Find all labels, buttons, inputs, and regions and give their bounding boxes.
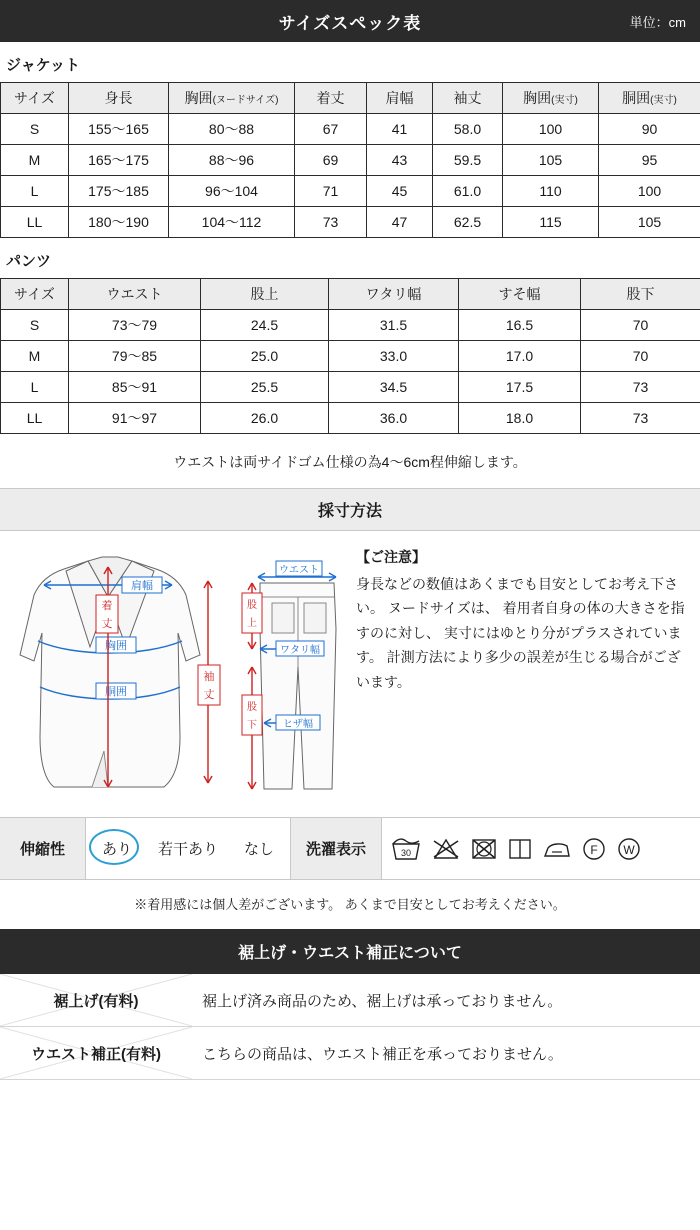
pants-waist-note: ウエストは両サイドゴム仕様の為4〜6cm程伸縮します。 xyxy=(173,454,527,470)
col-header-waist: ウエスト xyxy=(69,279,201,310)
table-header-row xyxy=(1,279,700,310)
measurement-method-body xyxy=(0,531,700,818)
cell: 47 xyxy=(367,207,433,238)
cell: 165〜175 xyxy=(69,145,169,176)
cell: 95 xyxy=(599,145,700,176)
cell: 17.0 xyxy=(459,341,581,372)
col-header-waist-actual xyxy=(599,83,700,114)
cell: 115 xyxy=(503,207,599,238)
page-title: サイズスペック表 xyxy=(278,13,422,33)
wet-clean-letter: W xyxy=(623,842,635,857)
col-header-sub: (実寸) xyxy=(551,95,578,106)
label-thigh: ワタリ幅 xyxy=(280,645,320,656)
cell: 62.5 xyxy=(433,207,503,238)
wash-temp-text: 30 xyxy=(401,847,412,858)
stretch-options xyxy=(86,818,290,879)
hem-value-waist: こちらの商品は、ウエスト補正を承っておりません。 xyxy=(202,1045,563,1063)
cell: 73 xyxy=(295,207,367,238)
table-row xyxy=(1,341,700,372)
cell: 33.0 xyxy=(329,341,459,372)
no-bleach-icon xyxy=(431,836,461,862)
table-row xyxy=(1,403,700,434)
col-header-chest-actual xyxy=(503,83,599,114)
cell: 59.5 xyxy=(433,145,503,176)
cell: 34.5 xyxy=(329,372,459,403)
hem-key-waist: ウエスト補正(有料) xyxy=(0,1027,192,1079)
col-header-text: サイズ xyxy=(14,90,55,106)
stretch-label: 伸縮性 xyxy=(0,818,86,879)
caution-title: 【ご注意】 xyxy=(356,549,426,565)
cell: L xyxy=(1,372,69,403)
cell: 100 xyxy=(599,176,700,207)
cell: S xyxy=(1,114,69,145)
measurement-diagram xyxy=(0,531,350,817)
cell: M xyxy=(1,341,69,372)
hem-section-title: 裾上げ・ウエスト補正について xyxy=(0,929,700,974)
stretch-option-slight[interactable]: 若干あり xyxy=(158,841,219,858)
jacket-section-title: ジャケット xyxy=(6,57,80,74)
cell: 36.0 xyxy=(329,403,459,434)
cell: 43 xyxy=(367,145,433,176)
col-header-jacket-length xyxy=(295,83,367,114)
cell: 73〜79 xyxy=(69,310,201,341)
label-sleeve-1: 袖 xyxy=(203,671,215,683)
cell: 31.5 xyxy=(329,310,459,341)
cell: 45 xyxy=(367,176,433,207)
cell: 91〜97 xyxy=(69,403,201,434)
col-header-thigh: ワタリ幅 xyxy=(329,279,459,310)
cell: M xyxy=(1,145,69,176)
hem-row xyxy=(0,1027,700,1080)
col-header-text: 着丈 xyxy=(316,90,345,106)
cell: 70 xyxy=(581,310,700,341)
cell: 88〜96 xyxy=(169,145,295,176)
label-inseam-1: 股 xyxy=(247,702,257,713)
label-knee: ヒザ幅 xyxy=(283,719,313,730)
caution-text: 身長などの数値はあくまでも目安としてお考え下さい。 ヌードサイズは、 着用者自身の体の大きさを指すのに対し、 実寸にはゆとり分がプラスされています。 計測方法により多少の誤差が生じる場合がございます。 xyxy=(356,575,685,690)
stretch-option-none[interactable]: なし xyxy=(244,841,275,858)
cell: 90 xyxy=(599,114,700,145)
col-header-rise: 股上 xyxy=(201,279,329,310)
col-header-sub: (実寸) xyxy=(650,95,677,106)
cell: 41 xyxy=(367,114,433,145)
unit-label: 単位：cm xyxy=(629,14,686,30)
col-header-text: 身長 xyxy=(104,90,133,106)
label-jacket-length-2: 丈 xyxy=(101,618,113,630)
label-jacket-length-1: 着 xyxy=(101,600,113,612)
stretch-option-yes[interactable]: あり xyxy=(96,836,138,861)
label-shoulder: 肩幅 xyxy=(131,580,153,592)
table-row xyxy=(1,207,700,238)
jacket-table xyxy=(0,82,700,238)
hem-row xyxy=(0,974,700,1027)
cell: 100 xyxy=(503,114,599,145)
pants-section-title: パンツ xyxy=(6,253,52,270)
page-header xyxy=(0,0,700,42)
line-dry-icon xyxy=(507,836,533,862)
cell: LL xyxy=(1,403,69,434)
col-header-text: 袖丈 xyxy=(453,90,482,106)
col-header-height xyxy=(69,83,169,114)
cell: LL xyxy=(1,207,69,238)
pants-table xyxy=(0,278,700,434)
table-row xyxy=(1,114,700,145)
measurement-figure-svg xyxy=(4,537,350,809)
col-header-size: サイズ xyxy=(1,279,69,310)
label-waist: 胴囲 xyxy=(105,686,127,698)
label-rise-1: 股 xyxy=(247,600,257,611)
attributes-row xyxy=(0,818,700,880)
cell: 69 xyxy=(295,145,367,176)
cell: 85〜91 xyxy=(69,372,201,403)
col-header-text: 胸囲 xyxy=(184,90,213,106)
col-header-inseam: 股下 xyxy=(581,279,700,310)
cell: 110 xyxy=(503,176,599,207)
cell: 26.0 xyxy=(201,403,329,434)
cell: 18.0 xyxy=(459,403,581,434)
table-row xyxy=(1,176,700,207)
wash-label: 洗濯表示 xyxy=(290,818,382,879)
col-header-text: 胸囲 xyxy=(523,90,552,106)
iron-low-icon xyxy=(542,836,572,862)
hem-value-hemming: 裾上げ済み商品のため、裾上げは承っておりません。 xyxy=(202,992,563,1010)
col-header-size xyxy=(1,83,69,114)
col-header-chest-nude xyxy=(169,83,295,114)
cell: 25.0 xyxy=(201,341,329,372)
cell: 58.0 xyxy=(433,114,503,145)
label-chest: 胸囲 xyxy=(105,640,127,652)
cell: 104〜112 xyxy=(169,207,295,238)
cell: 80〜88 xyxy=(169,114,295,145)
caution-block xyxy=(350,531,700,704)
col-header-sleeve xyxy=(433,83,503,114)
label-rise-2: 上 xyxy=(247,618,257,629)
hem-key-hemming: 裾上げ(有料) xyxy=(0,974,192,1026)
wash-30-icon xyxy=(390,836,422,862)
table-row xyxy=(1,310,700,341)
cell: 61.0 xyxy=(433,176,503,207)
cell: 24.5 xyxy=(201,310,329,341)
table-row xyxy=(1,372,700,403)
cell: 73 xyxy=(581,403,700,434)
col-header-hem-width: すそ幅 xyxy=(459,279,581,310)
cell: 67 xyxy=(295,114,367,145)
no-tumble-dry-icon xyxy=(470,836,498,862)
wet-clean-w-icon xyxy=(616,836,642,862)
col-header-text: 胴囲 xyxy=(622,90,651,106)
cell: 105 xyxy=(599,207,700,238)
table-header-row xyxy=(1,83,700,114)
cell: 79〜85 xyxy=(69,341,201,372)
cell: 175〜185 xyxy=(69,176,169,207)
cell: 180〜190 xyxy=(69,207,169,238)
col-header-sub: (ヌードサイズ) xyxy=(212,95,279,106)
cell: 96〜104 xyxy=(169,176,295,207)
cell: 105 xyxy=(503,145,599,176)
cell: 25.5 xyxy=(201,372,329,403)
label-inseam-2: 下 xyxy=(247,720,257,731)
label-pants-waist: ウエスト xyxy=(279,565,319,576)
cell: 155〜165 xyxy=(69,114,169,145)
cell: 71 xyxy=(295,176,367,207)
dry-clean-letter: F xyxy=(590,842,598,857)
label-sleeve-2: 丈 xyxy=(203,689,215,701)
dry-clean-f-icon xyxy=(581,836,607,862)
cell: S xyxy=(1,310,69,341)
cell: L xyxy=(1,176,69,207)
table-row xyxy=(1,145,700,176)
cell: 17.5 xyxy=(459,372,581,403)
cell: 73 xyxy=(581,372,700,403)
fit-foot-note: ※着用感には個人差がございます。 あくまで目安としてお考えください。 xyxy=(134,897,566,912)
cell: 16.5 xyxy=(459,310,581,341)
col-header-shoulder xyxy=(367,83,433,114)
wash-icon-group xyxy=(382,818,650,879)
measurement-method-title: 採寸方法 xyxy=(0,488,700,531)
cell: 70 xyxy=(581,341,700,372)
col-header-text: 肩幅 xyxy=(385,90,414,106)
